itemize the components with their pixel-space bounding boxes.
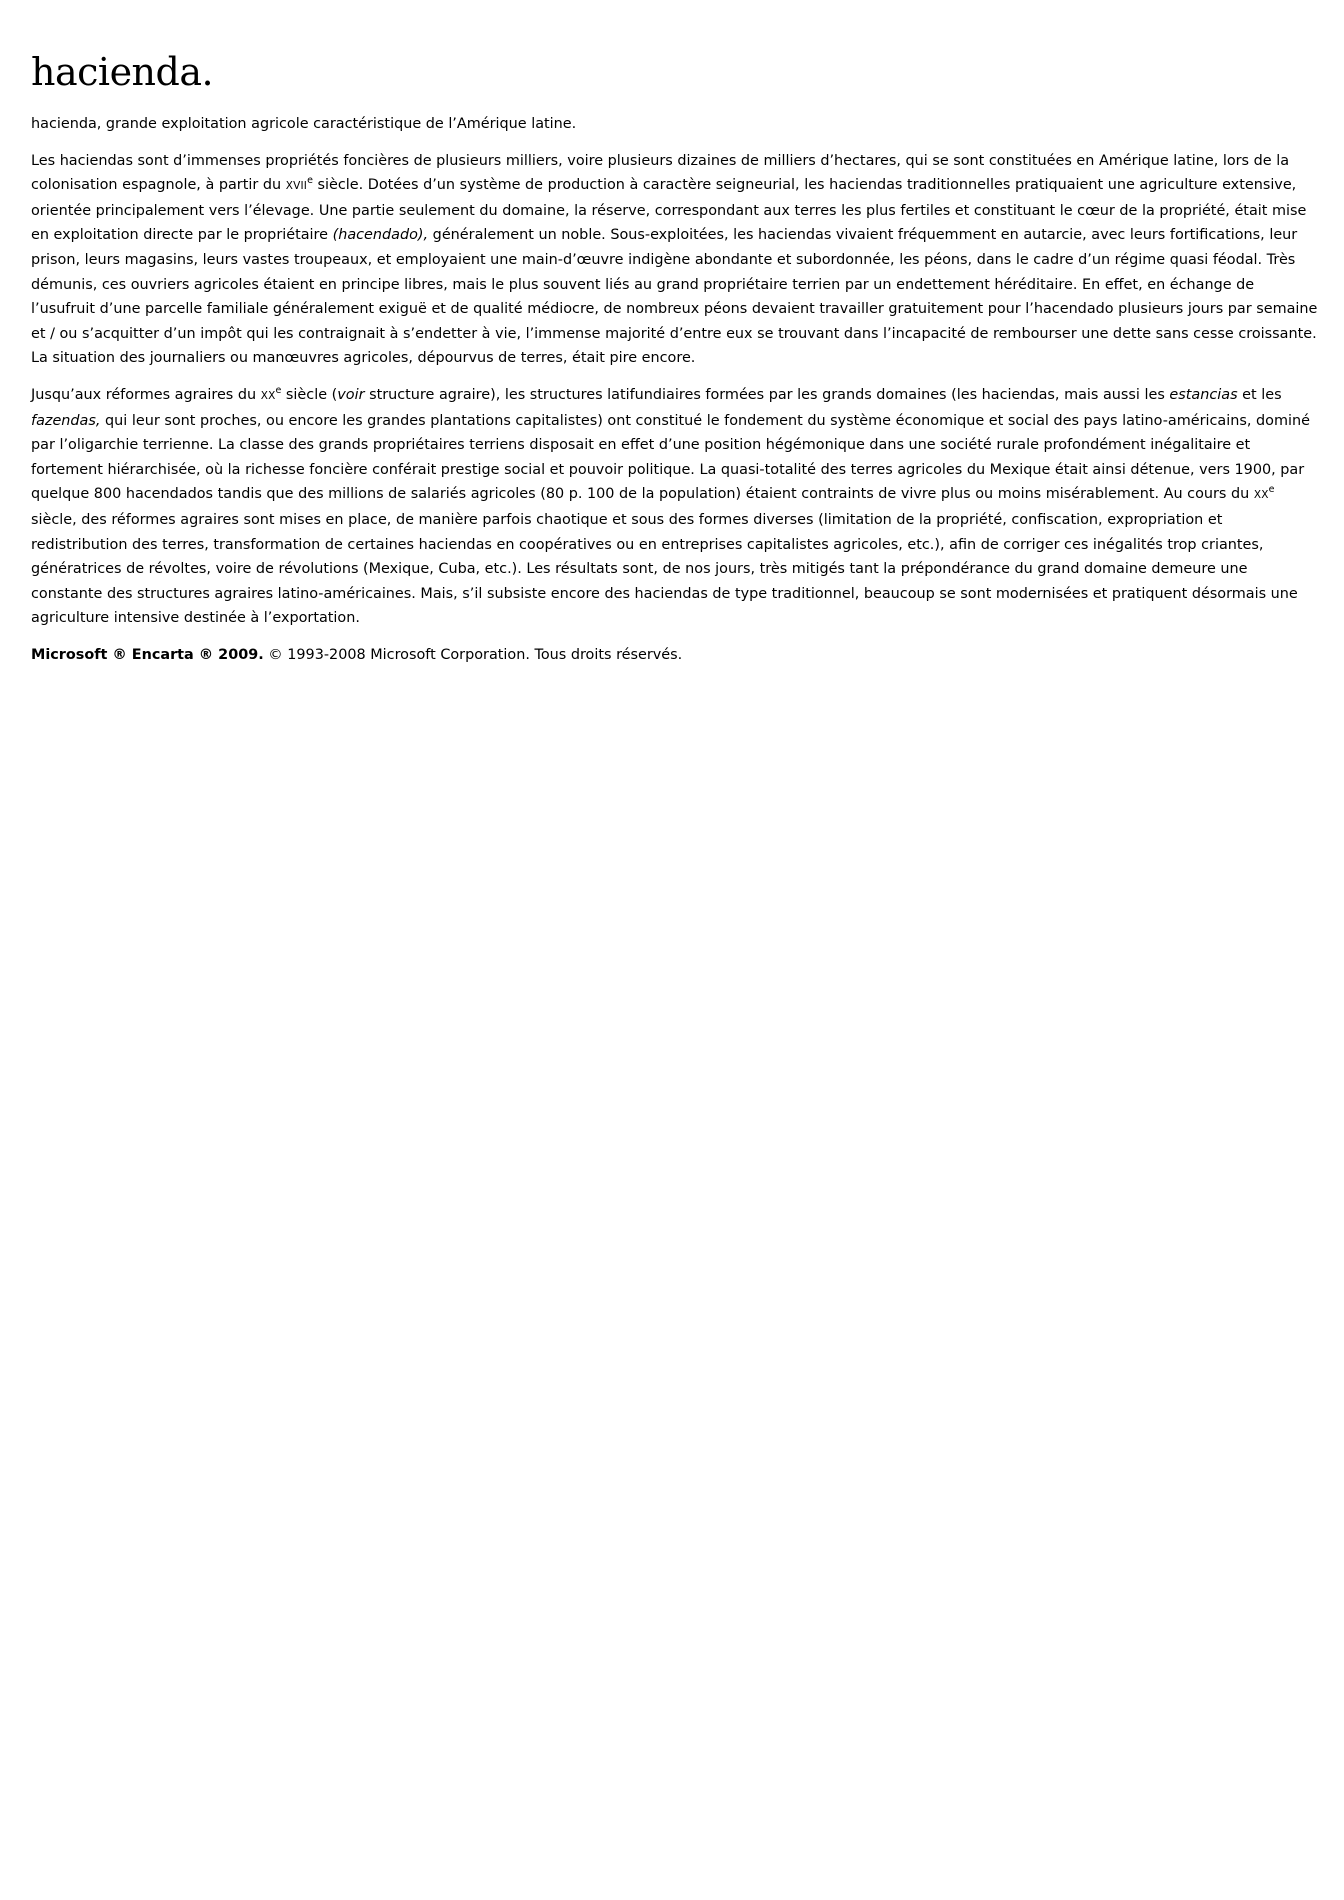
paragraph-1-text-a: Les haciendas sont d’immenses propriétés foncières de plusieurs milliers, voire plusieurs dizaines de milliers d’hectares, qui se sont constituées en Amérique latine, lors de la colonisation espagnole, à partir du [31, 152, 1290, 194]
article [31, 46, 1319, 679]
century-superscript: e [307, 175, 313, 187]
article-title: hacienda. [31, 50, 214, 94]
copyright-footer [31, 643, 1319, 668]
copyright-text: © 1993-2008 Microsoft Corporation. Tous droits réservés. [263, 646, 683, 663]
century-numeral: XVII [285, 180, 308, 193]
century-superscript: e [1268, 484, 1275, 496]
italic-term-hacendado: (hacendado), [332, 227, 429, 244]
italic-term-estancias: estancias [1169, 386, 1238, 403]
paragraph-2 [31, 383, 1319, 631]
paragraph-1-text-b: siècle. Dotées d’un système de production à caractère seigneurial, les haciendas traditionnelles pratiquaient une agriculture extensive, orientée principalement vers l’élevage. Une partie seulement du domaine, la réserve, correspondant aux terres les plus fertiles et constituant le cœur de la propriété, était mise en exploitation directe par le propriétaire [31, 177, 1307, 244]
paragraph-2-text-f: siècle, des réformes agraires sont mises en place, de manière parfois chaotique et sous des formes diverses (limitation de la propriété, confiscation, expropriation et redistribution des terres, transformation de certaines haciendas en coopératives ou en entreprises capitalistes agricoles, etc.), afin de corriger ces inégalités trop criantes, génératrices de révoltes, voire de révolutions (Mexique, Cuba, etc.). Les résultats sont, de nos jours, très mitigés tant la prépondérance du grand domaine demeure une constante des structures agraires latino-américaines. Mais, s’il subsiste encore des haciendas de type traditionnel, beaucoup se sont modernisées et pratiquent désormais une agriculture intensive destinée à l’exportation. [31, 511, 1298, 627]
paragraph-2-text-b: siècle ( [281, 386, 338, 403]
century-numeral: XX [260, 389, 276, 402]
paragraph-2-text-d: et les [1237, 386, 1282, 403]
source-label: Microsoft ® Encarta ® 2009. [31, 646, 264, 663]
article-intro: hacienda, grande exploitation agricole caractéristique de l’Amérique latine. [31, 116, 577, 132]
century-superscript: e [275, 385, 282, 397]
paragraph-2-text-e: qui leur sont proches, ou encore les grandes plantations capitalistes) ont constitué le fondement du système économique et social des pays latino-américains, dominé par l’oligarchie terrienne. La classe des grands propriétaires terriens disposait en effet d’une position hégémonique dans une société rurale profondément inégalitaire et fortement hiérarchisée, où la richesse foncière conférait prestige social et pouvoir politique. La quasi-totalité des terres agricoles du Mexique était ainsi détenue, vers 1900, par quelque 800 hacendados tandis que des millions de salariés agricoles (80 p. 100 de la population) étaient contraints de vivre plus ou moins misérablement. Au cours du [31, 412, 1310, 503]
century-numeral: XX [1253, 489, 1269, 502]
paragraph-1-text-c: généralement un noble. Sous-exploitées, les haciendas vivaient fréquemment en autarcie, avec leurs fortifications, leur prison, leurs magasins, leurs vastes troupeaux, et employaient une main-d’œuvre indigène abondante et subordonnée, les péons, dans le cadre d’un régime quasi féodal. Très démunis, ces ouvriers agricoles étaient en principe libres, mais le plus souvent liés au grand propriétaire terrien par un endettement héréditaire. En effet, en échange de l’usufruit d’une parcelle familiale généralement exiguë et de qualité médiocre, de nombreux péons devaient travailler gratuitement pour l’hacendado plusieurs jours par semaine et / ou s’acquitter d’un impôt qui les contraignait à s’endetter à vie, l’immense majorité d’entre eux se trouvant dans l’incapacité de rembourser une dette sans cesse croissante. La situation des journaliers ou manœuvres agricoles, dépourvus de terres, était pire encore. [31, 227, 1318, 367]
voir-link-label: voir [337, 386, 365, 403]
paragraph-1 [31, 149, 1319, 371]
paragraph-2-text-a: Jusqu’aux réformes agraires du [31, 386, 261, 403]
paragraph-2-text-c: structure agraire), les structures latifundiaires formées par les grands domaines (les haciendas, mais aussi les [364, 386, 1170, 403]
italic-term-fazendas: fazendas, [31, 412, 101, 429]
